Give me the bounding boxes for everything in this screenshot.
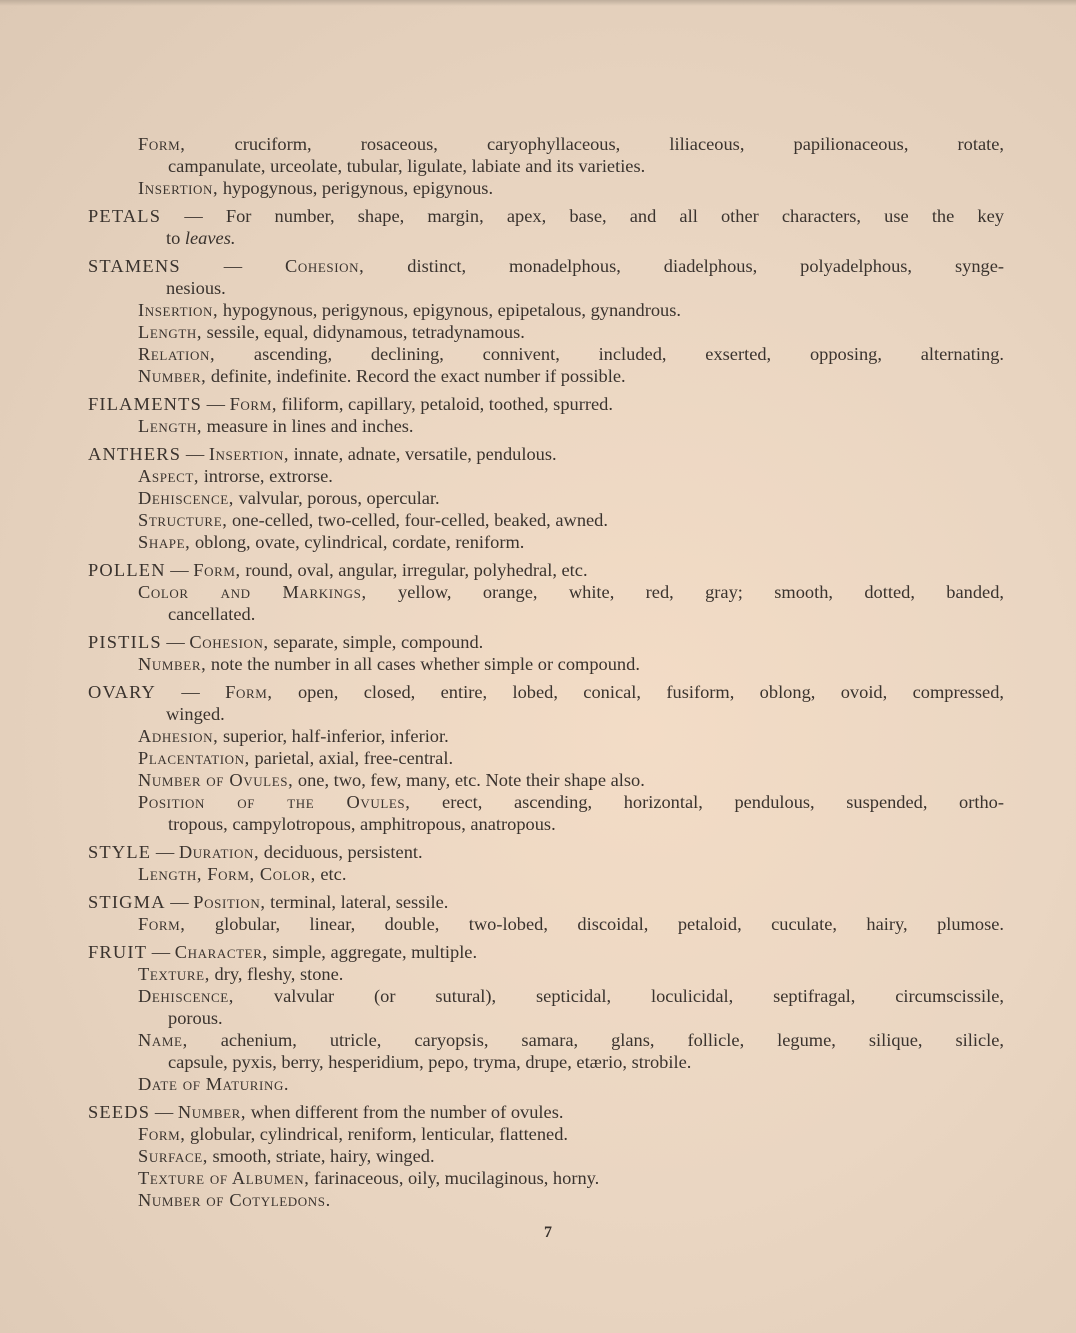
term-keyword: Number of Cotyledons. — [138, 1190, 331, 1210]
term-keyword: Name, — [138, 1030, 188, 1050]
text-line — [88, 581, 1004, 603]
term-values: hypogynous, perigynous, epigynous. — [218, 178, 494, 198]
term-values: smooth, striate, hairy, winged. — [207, 1146, 435, 1166]
page-number: 7 — [544, 1224, 552, 1241]
text-line — [88, 703, 1004, 725]
text-line — [88, 1101, 1004, 1123]
term-values: valvular, porous, opercular. — [233, 488, 440, 508]
term-keyword: Date of Maturing. — [138, 1074, 290, 1094]
term-values: winged. — [166, 704, 225, 724]
entry-seeds — [88, 1101, 1004, 1211]
term-keyword: Form, — [225, 682, 273, 702]
term-keyword: Structure, — [138, 510, 228, 530]
text-line — [88, 1145, 1004, 1167]
term-values: cancellated. — [168, 604, 256, 624]
text-line — [88, 913, 1004, 935]
term-keyword: Form, — [138, 1124, 186, 1144]
text-line — [88, 863, 1004, 885]
term-values: erect, ascending, horizontal, pendulous, suspended, ortho- — [410, 792, 1004, 812]
text-line — [88, 177, 1004, 199]
section-heading: FRUIT — [88, 942, 148, 962]
term-values: globular, cylindrical, reniform, lenticular, flattened. — [185, 1124, 568, 1144]
term-keyword: Position of the Ovules, — [138, 792, 411, 812]
term-values: separate, simple, compound. — [268, 632, 484, 652]
term-keyword: Insertion, — [138, 178, 219, 198]
term-values: ascending, declining, connivent, included, exserted, opposing, alternating. — [215, 344, 1004, 364]
text-line — [88, 133, 1004, 155]
text-line — [88, 393, 1004, 415]
term-keyword: Form, — [138, 914, 186, 934]
entry-anthers — [88, 443, 1004, 553]
text-line — [88, 227, 1004, 249]
term-keyword: Dehiscence, — [138, 986, 234, 1006]
section-heading: STYLE — [88, 842, 152, 862]
term-values: globular, linear, double, two-lobed, discoidal, petaloid, cuculate, hairy, plumose. — [185, 914, 1004, 934]
term-keyword: Form, — [193, 560, 241, 580]
term-keyword: Surface, — [138, 1146, 208, 1166]
section-heading: STIGMA — [88, 892, 166, 912]
term-keyword: Character, — [174, 942, 268, 962]
text-line — [88, 155, 1004, 177]
term-values: introrse, extrorse. — [199, 466, 333, 486]
term-keyword: Texture, — [138, 964, 210, 984]
heading-dash: — — [165, 892, 194, 912]
term-keyword: Color and Markings, — [138, 582, 367, 602]
text-line — [88, 1073, 1004, 1095]
text-line — [88, 769, 1004, 791]
text-line — [88, 963, 1004, 985]
entry-pollen — [88, 559, 1004, 625]
term-values: tropous, campylotropous, amphitropous, anatropous. — [168, 814, 556, 834]
entry-corolla — [88, 133, 1004, 199]
section-heading: OVARY — [88, 682, 157, 702]
section-heading: PETALS — [88, 206, 162, 226]
term-values: cruciform, rosaceous, caryophyllaceous, liliaceous, papilionaceous, rotate, — [185, 134, 1004, 154]
term-keyword: Form, — [229, 394, 278, 414]
term-keyword: Number, — [177, 1102, 247, 1122]
section-heading: SEEDS — [88, 1102, 151, 1122]
term-keyword: Placentation, — [138, 748, 250, 768]
page-edge-shadow — [0, 0, 1076, 6]
term-values: capsule, pyxis, berry, hesperidium, pepo, tryma, drupe, etærio, strobile. — [168, 1052, 692, 1072]
text-line — [88, 841, 1004, 863]
text-line — [88, 509, 1004, 531]
term-values: sessile, equal, didynamous, tetradynamous. — [202, 322, 525, 342]
section-heading: ANTHERS — [88, 444, 182, 464]
text-line — [88, 343, 1004, 365]
term-keyword: Cohesion, — [285, 256, 365, 276]
text-line — [88, 747, 1004, 769]
section-heading: STAMENS — [88, 256, 181, 276]
term-values: measure in lines and inches. — [202, 416, 414, 436]
term-keyword: Duration, — [178, 842, 260, 862]
heading-dash: — — [151, 842, 179, 862]
term-keyword: Shape, — [138, 532, 191, 552]
term-values: one-celled, two-celled, four-celled, beaked, awned. — [227, 510, 608, 530]
entry-petals — [88, 205, 1004, 249]
text-line — [88, 791, 1004, 813]
text-line — [88, 415, 1004, 437]
term-values: innate, adnate, versatile, pendulous. — [289, 444, 557, 464]
term-keyword: Aspect, — [138, 466, 200, 486]
text-line — [88, 891, 1004, 913]
heading-dash: — — [150, 1102, 178, 1122]
text-line — [88, 985, 1004, 1007]
heading-dash: — — [156, 682, 226, 702]
term-values: dry, fleshy, stone. — [209, 964, 344, 984]
term-keyword: Relation, — [138, 344, 216, 364]
term-keyword: Number, — [138, 366, 207, 386]
term-values: achenium, utricle, caryopsis, samara, glans, follicle, legume, silique, silicle, — [187, 1030, 1004, 1050]
entry-stigma — [88, 891, 1004, 935]
term-keyword: Length, — [138, 416, 203, 436]
term-keyword: Adhesion, — [138, 726, 219, 746]
heading-dash: — — [161, 206, 226, 226]
term-values: when different from the number of ovules. — [246, 1102, 564, 1122]
term-values: terminal, lateral, sessile. — [265, 892, 449, 912]
term-keyword: Dehiscence, — [138, 488, 234, 508]
text-line — [88, 1051, 1004, 1073]
heading-dash: — — [181, 444, 209, 464]
text-line — [88, 1029, 1004, 1051]
term-values: simple, aggregate, multiple. — [267, 942, 478, 962]
text-line — [88, 725, 1004, 747]
text-line — [88, 277, 1004, 299]
term-keyword: Length, — [138, 322, 203, 342]
term-keyword: Insertion, — [208, 444, 290, 464]
term-values: superior, half-inferior, inferior. — [218, 726, 449, 746]
text-line — [88, 487, 1004, 509]
term-values: deciduous, persistent. — [259, 842, 423, 862]
entry-fruit — [88, 941, 1004, 1095]
term-keyword: Number, — [138, 654, 207, 674]
term-keyword: Length, Form, Color, — [138, 864, 316, 884]
term-keyword: Cohesion, — [189, 632, 269, 652]
text-line — [88, 255, 1004, 277]
text-line — [88, 299, 1004, 321]
botanical-key-text — [88, 133, 1004, 1211]
term-keyword: Position, — [193, 892, 266, 912]
text-line — [88, 813, 1004, 835]
heading-dash: — — [161, 632, 190, 652]
term-values: note the number in all cases whether simple or compound. — [206, 654, 640, 674]
text-line — [88, 1167, 1004, 1189]
text-line — [88, 365, 1004, 387]
term-values: etc. — [315, 864, 347, 884]
term-values: porous. — [168, 1008, 223, 1028]
term-values: For number, shape, margin, apex, base, and all other characters, use the key — [225, 206, 1004, 226]
text-line — [88, 681, 1004, 703]
italic-reference: leaves. — [184, 228, 236, 248]
term-values: farinaceous, oily, mucilaginous, horny. — [309, 1168, 600, 1188]
term-values: hypogynous, perigynous, epigynous, epipetalous, gynandrous. — [218, 300, 682, 320]
text-line — [88, 941, 1004, 963]
term-values: distinct, monadelphous, diadelphous, polyadelphous, synge- — [364, 256, 1004, 276]
term-values: oblong, ovate, cylindrical, cordate, reniform. — [190, 532, 525, 552]
text-line — [88, 1189, 1004, 1211]
term-keyword: Form, — [138, 134, 186, 154]
text-line — [88, 531, 1004, 553]
term-values: definite, indefinite. Record the exact number if possible. — [206, 366, 626, 386]
entry-pistils — [88, 631, 1004, 675]
heading-dash: — — [180, 256, 286, 276]
heading-dash: — — [147, 942, 175, 962]
term-values: nesious. — [166, 278, 226, 298]
text-line — [88, 443, 1004, 465]
term-keyword: Number of Ovules, — [138, 770, 294, 790]
term-values: one, two, few, many, etc. Note their shape also. — [293, 770, 645, 790]
section-heading: POLLEN — [88, 560, 166, 580]
text-line — [88, 631, 1004, 653]
text-line — [88, 465, 1004, 487]
section-heading: PISTILS — [88, 632, 162, 652]
text-line — [88, 653, 1004, 675]
term-values: to — [166, 228, 185, 248]
term-values: filiform, capillary, petaloid, toothed, spurred. — [277, 394, 613, 414]
term-values: valvular (or sutural), septicidal, loculicidal, septifragal, circumscissile, — [233, 986, 1004, 1006]
term-values: yellow, orange, white, red, gray; smooth, dotted, banded, — [366, 582, 1004, 602]
term-values: parietal, axial, free-central. — [249, 748, 454, 768]
heading-dash: — — [202, 394, 230, 414]
term-values: open, closed, entire, lobed, conical, fusiform, oblong, ovoid, compressed, — [272, 682, 1005, 702]
text-line — [88, 559, 1004, 581]
text-line — [88, 1007, 1004, 1029]
term-values: round, oval, angular, irregular, polyhedral, etc. — [240, 560, 588, 580]
entry-stamens — [88, 255, 1004, 387]
text-line — [88, 1123, 1004, 1145]
term-keyword: Texture of Albumen, — [138, 1168, 310, 1188]
entry-filaments — [88, 393, 1004, 437]
text-line — [88, 205, 1004, 227]
heading-dash: — — [165, 560, 194, 580]
text-line — [88, 321, 1004, 343]
entry-ovary — [88, 681, 1004, 835]
section-heading: FILAMENTS — [88, 394, 202, 414]
term-values: campanulate, urceolate, tubular, ligulate, labiate and its varieties. — [168, 156, 646, 176]
text-line — [88, 603, 1004, 625]
entry-style — [88, 841, 1004, 885]
term-keyword: Insertion, — [138, 300, 219, 320]
